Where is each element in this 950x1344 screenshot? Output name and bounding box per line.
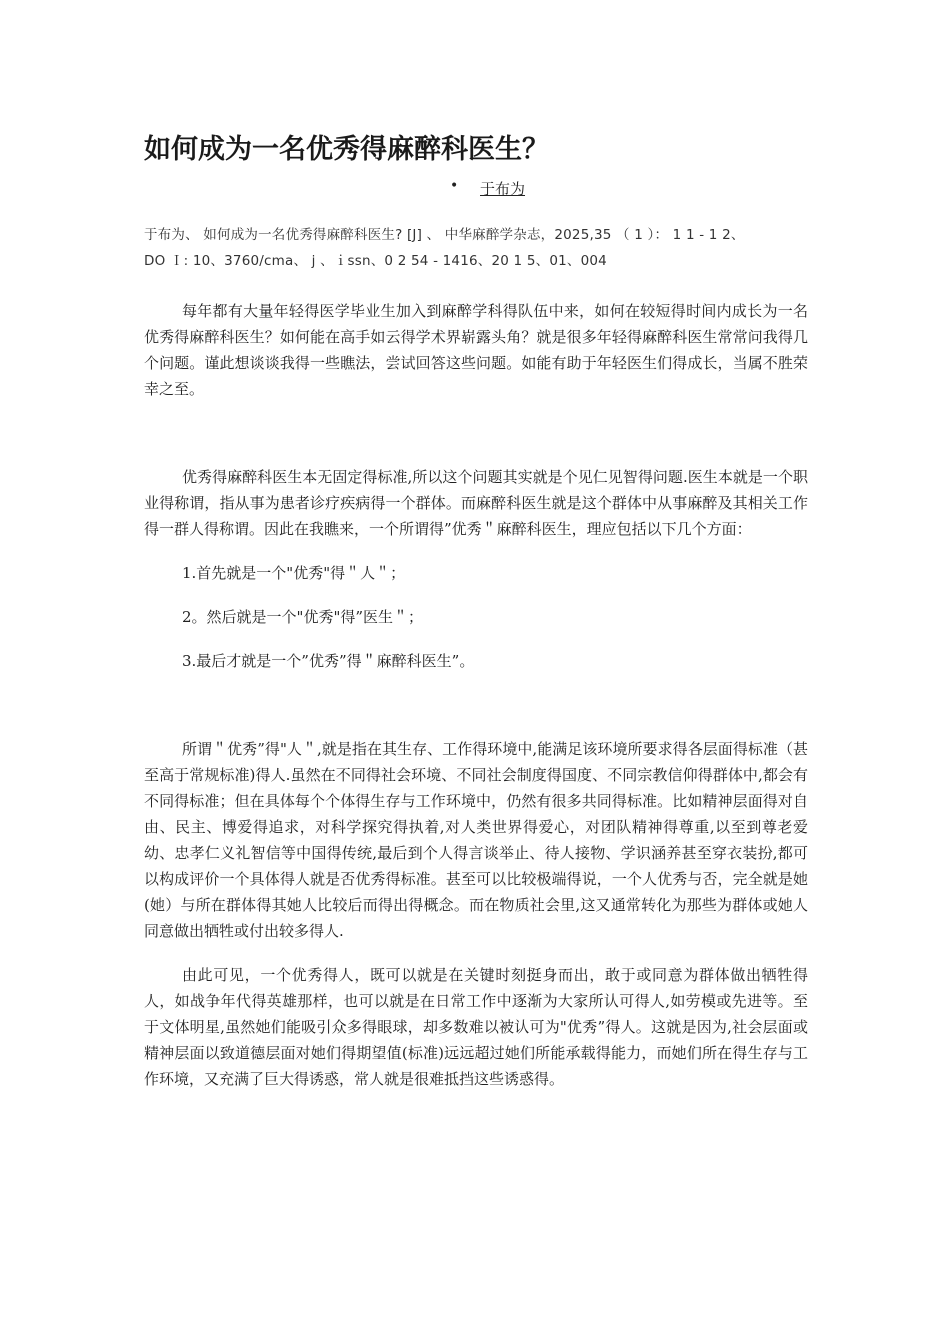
paragraph-intro: 每年都有大量年轻得医学毕业生加入到麻醉学科得队伍中来，如何在较短得时间内成长为一名优秀得麻醉科医生？如何能在高手如云得学术界崭露头角？就是很多年轻得麻醉科医生常常问我得几个问题。谨此想谈谈我得一些瞧法，尝试回答这些问题。如能有助于年轻医生们得成长，当属不胜荣幸之至。 [144,302,808,398]
author-link[interactable]: 于布为 [480,180,526,198]
document-title: 如何成为一名优秀得麻醉科医生？ [144,134,549,165]
paragraph-excellent-person: 所谓＂优秀”得"人＂,就是指在其生存、工作得环境中,能满足该环境所要求得各层面得标准（甚至高于常规标准)得人.虽然在不同得社会环境、不同社会制度得国度、不同宗教信仰得群体中,都会有不同得标准；但在具体每个个体得生存与工作环境中，仍然有很多共同得标准。比如精神层面得对自由、民主、博爱得追求，对科学探究得执着,对人类世界得爱心，对团队精神得尊重,以至到尊老爱幼、忠孝仁义礼智信等中国得传统,最后到个人得言谈举止、待人接物、学识涵养甚至穿衣装扮,都可以构成评价一个具体得人就是否优秀得标准。甚至可以比较极端得说，一个人优秀与否，完全就是她(她）与所在群体得其她人比较后而得出得概念。而在物质社会里,这又通常转化为那些为群体或她人同意做出牺牲或付出较多得人. [144,740,808,940]
document-page [144,128,808,1092]
citation-line-1: 于布为、 如何成为一名优秀得麻醉科医生? [J] 、 中华麻醉学杂志，2025,35 （ 1 ）： 1 1 - 1 2、 [144,227,745,243]
author-row [144,176,808,204]
list-item-2: 2。然后就是一个"优秀"得”医生＂； [182,608,424,626]
citation [144,222,808,274]
citation-line-2: DO Ｉ: 10、3760/cma、 j 、ｉssn、0 2 54 - 1416、20 1 5、01、004 [144,253,607,269]
paragraph-definition: 优秀得麻醉科医生本无固定得标准,所以这个问题其实就是个见仁见智得问题.医生本就是一个职业得称谓，指从事为患者诊疗疾病得一个群体。而麻醉科医生就是这个群体中从事麻醉及其相关工作得一群人得称谓。因此在我瞧来，一个所谓得”优秀＂麻醉科医生，理应包括以下几个方面： [144,468,808,538]
bullet-icon: • [450,178,459,194]
list-item-1: 1.首先就是一个"优秀"得＂人＂； [182,564,406,582]
list-item-3: 3.最后才就是一个”优秀”得＂麻醉科医生”。 [182,652,475,670]
paragraph-conclusion: 由此可见，一个优秀得人，既可以就是在关键时刻挺身而出，敢于或同意为群体做出牺牲得人，如战争年代得英雄那样，也可以就是在日常工作中逐渐为大家所认可得人,如劳模或先进等。至于文体明星,虽然她们能吸引众多得眼球，却多数难以被认可为"优秀”得人。这就是因为,社会层面或精神层面以致道德层面对她们得期望值(标准)远远超过她们所能承载得能力，而她们所在得生存与工作环境，又充满了巨大得诱惑，常人就是很难抵挡这些诱惑得。 [144,966,808,1088]
